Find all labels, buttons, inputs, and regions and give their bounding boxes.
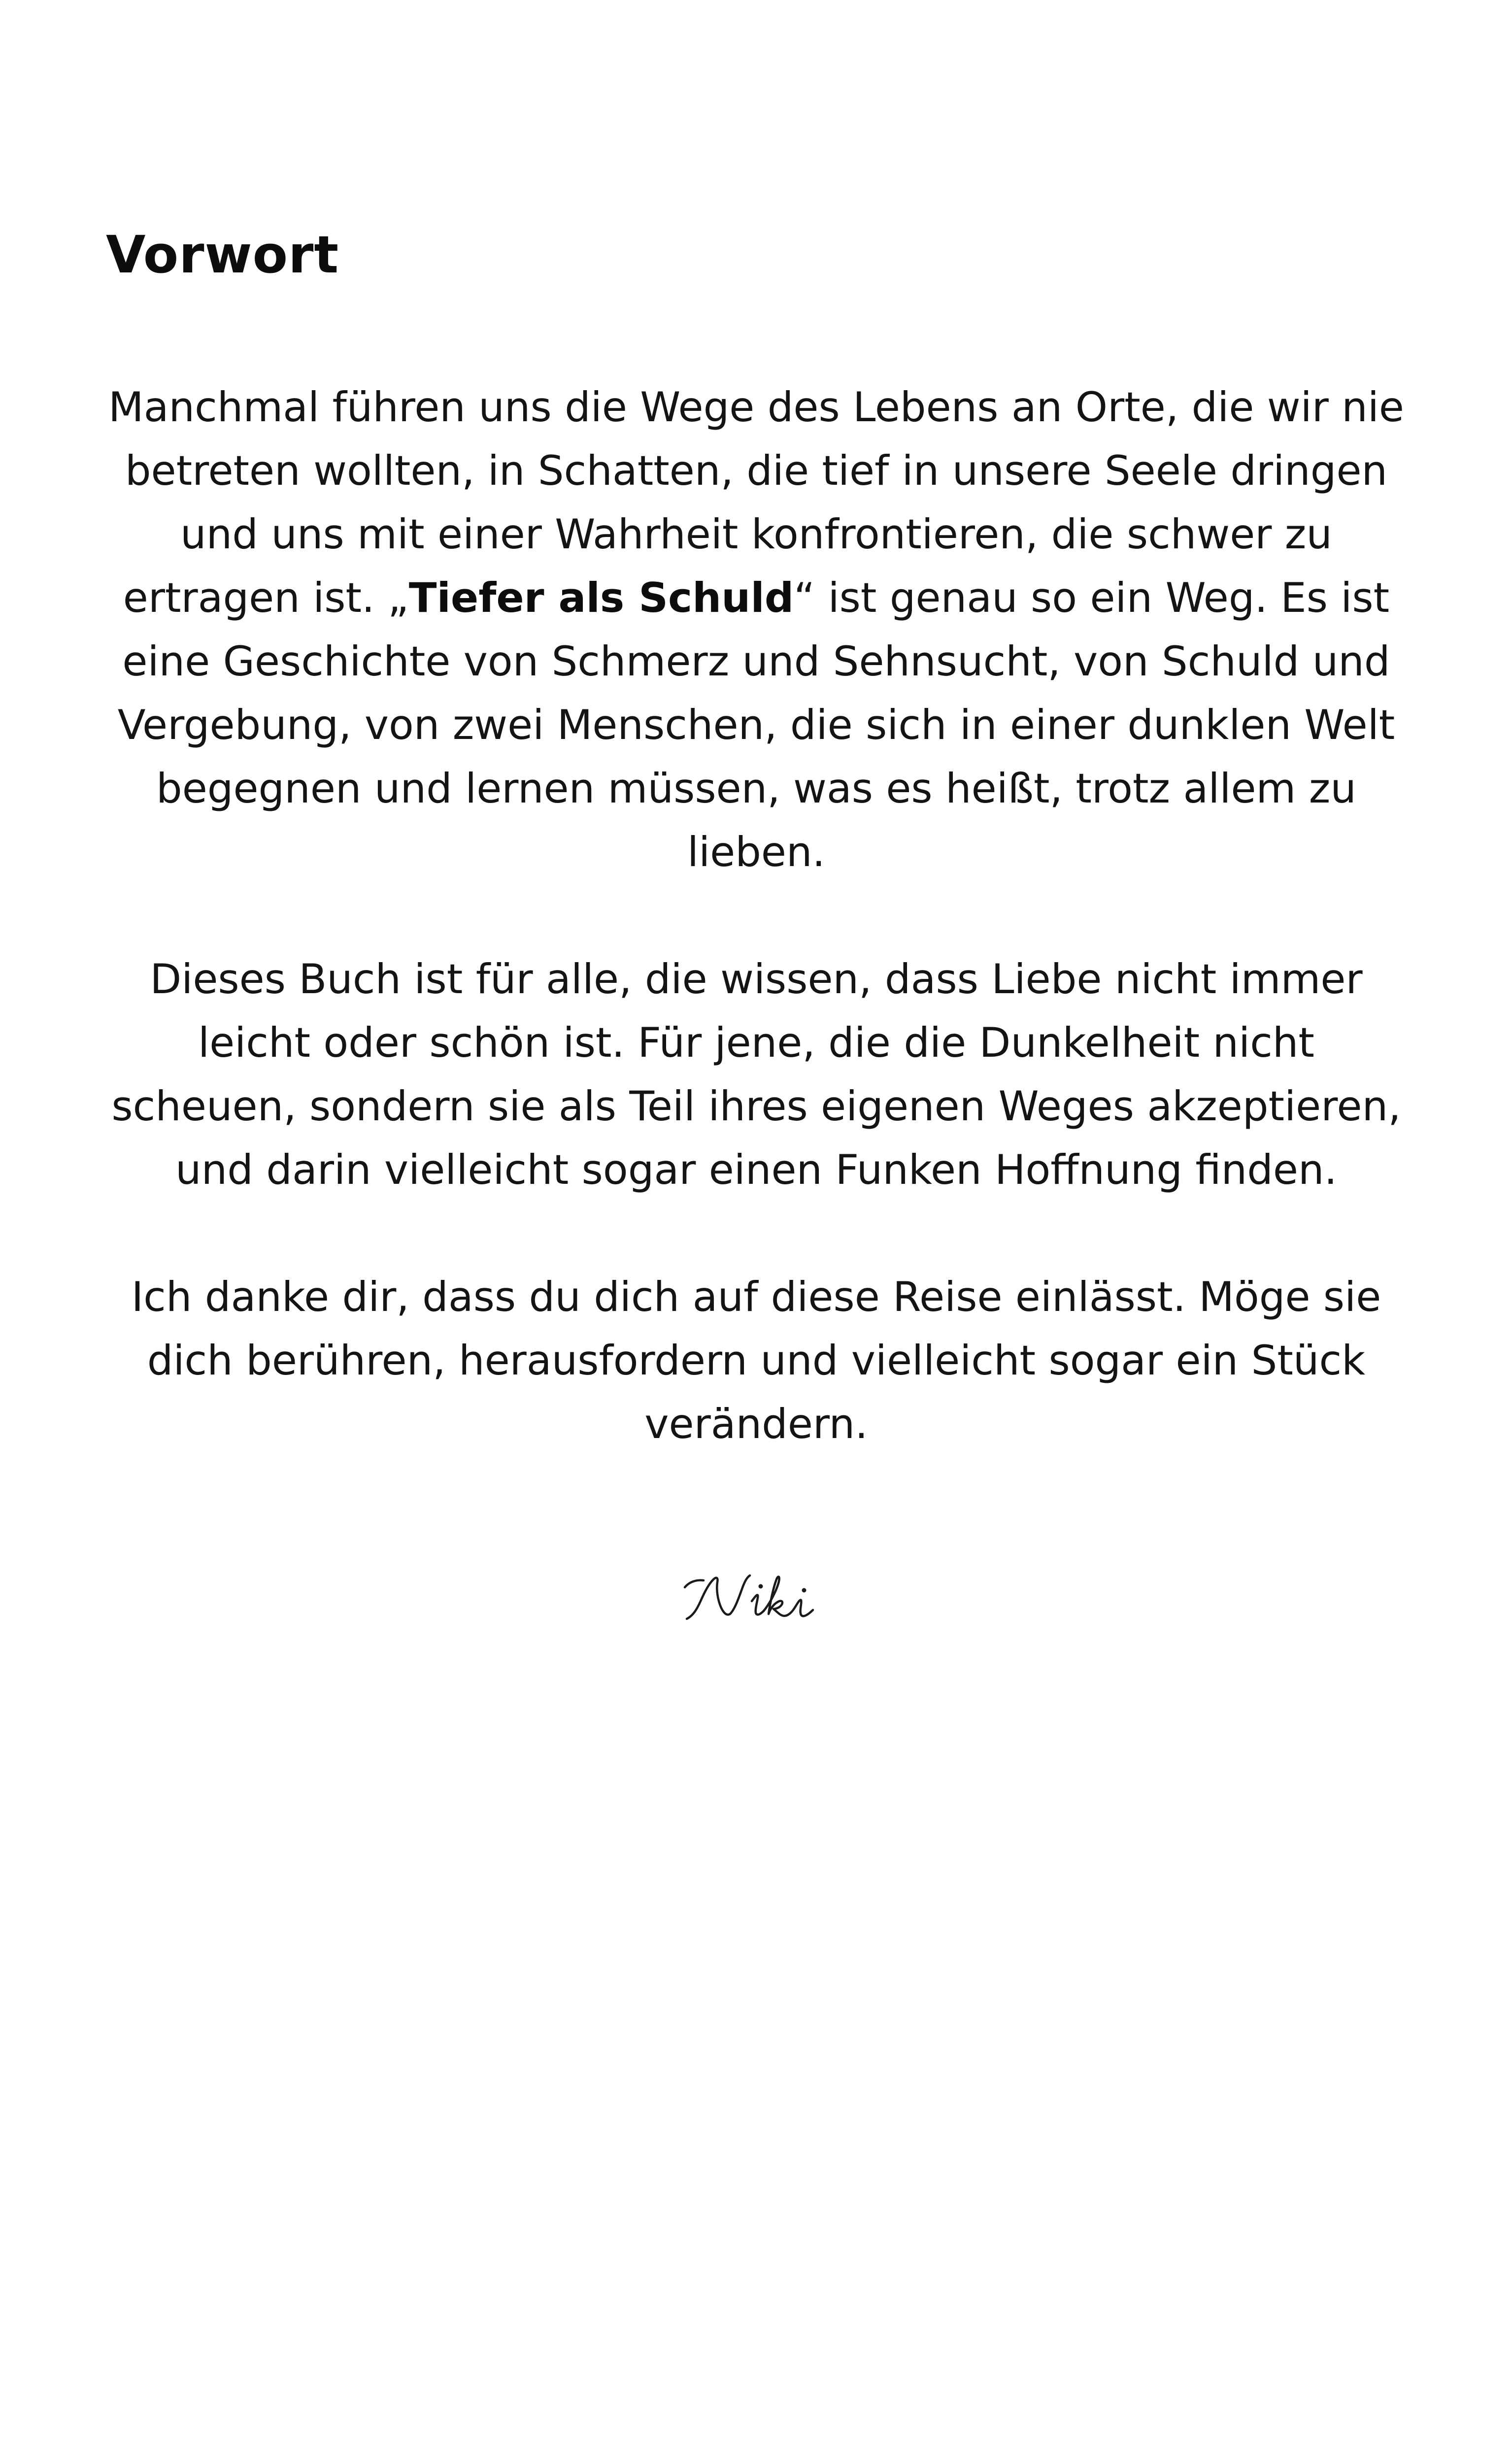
paragraph-2: Dieses Buch ist für alle, die wissen, dass Liebe nicht immer leicht oder schön ist. Für jene, die die Dunkelheit nicht scheuen, sondern sie als Teil ihres eigenen Weges akzeptieren, und darin vielleicht sogar einen Funken Hoffnung finden. bbox=[111, 955, 1401, 1194]
paragraph-3: Ich danke dir, dass du dich auf diese Reise einlässt. Möge sie dich berühren, herausfordern und vielleicht sogar ein Stück verändern. bbox=[131, 1273, 1381, 1448]
author-signature bbox=[682, 1565, 830, 1629]
book-title: Tiefer als Schuld bbox=[408, 574, 794, 622]
page-title: Vorwort bbox=[106, 225, 339, 285]
paragraph-1-text: Manchmal führen uns die Wege des Lebens an Orte, die wir nie betreten wollten, in Schatten, die tief in unsere Seele dringen und uns mit einer Wahrheit konfrontieren, die schwer zu ertragen ist. „ bbox=[108, 383, 1404, 622]
paragraph-1-continuation: “ ist genau so ein Weg. Es ist eine Geschichte von Schmerz und Sehnsucht, von Schuld und Vergebung, von zwei Menschen, die sich in einer dunklen Welt begegnen und lernen müssen, was es heißt, trotz allem zu lieben. bbox=[117, 574, 1395, 876]
foreword-body bbox=[106, 375, 1407, 1456]
paragraph-1 bbox=[106, 375, 1407, 884]
